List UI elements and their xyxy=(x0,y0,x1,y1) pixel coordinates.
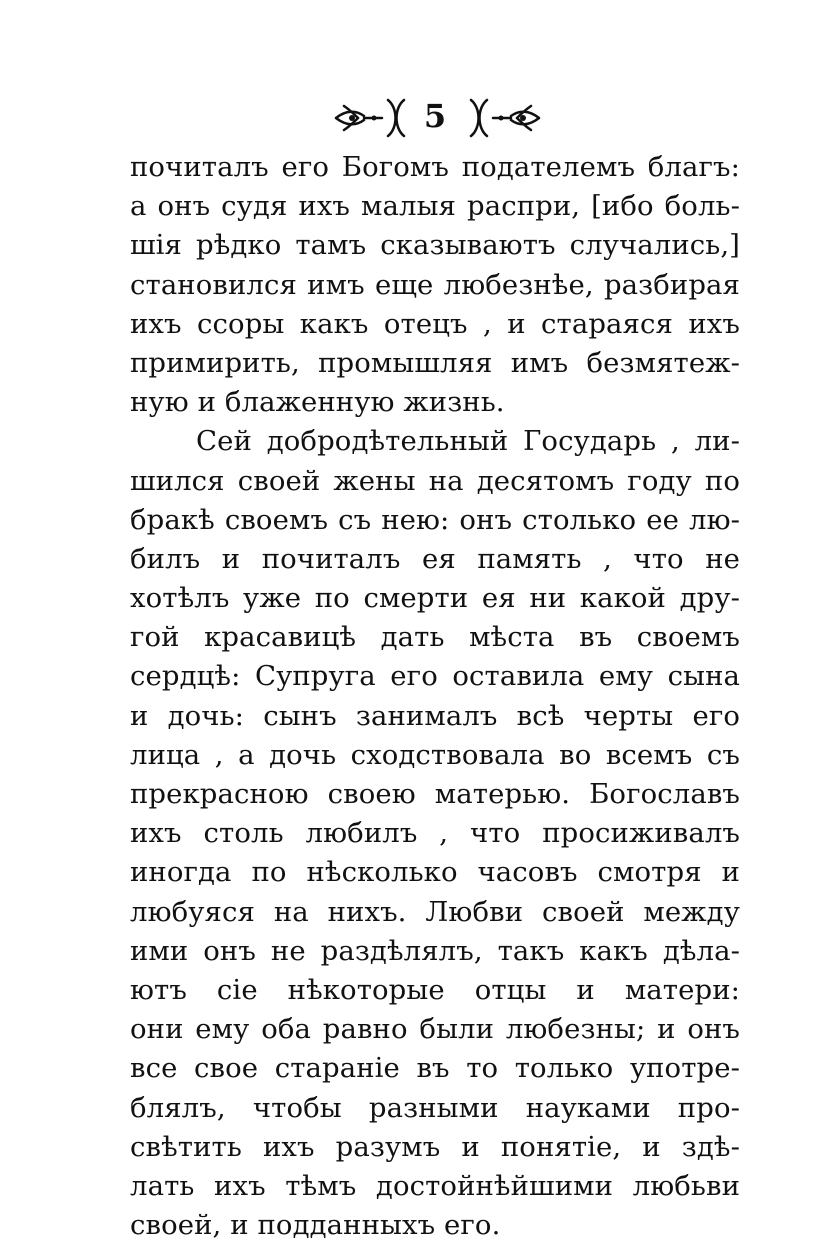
fleuron-left-icon xyxy=(330,92,410,142)
paragraph-end-line: своей, и подданныхъ его. xyxy=(130,1209,501,1242)
text-line: и дочь: сынъ занималъ всѣ черты его xyxy=(130,699,740,732)
text-line: блялъ, чтобы разными науками про- xyxy=(130,1091,740,1124)
text-line: хотѣлъ уже по смерти ея ни какой дру- xyxy=(130,582,740,615)
paragraph-start-line: Сей добродѣтельный Государь , ли- xyxy=(196,425,740,458)
text-line: примирить, промышляя имъ безмятеж- xyxy=(130,346,740,379)
text-line: бракѣ своемъ съ нею: онъ столько ее лю- xyxy=(130,503,740,536)
fleuron-right-icon xyxy=(465,92,545,142)
page-number: 5 xyxy=(423,97,447,135)
text-line: становился имъ еще любезнѣе, разбирая xyxy=(130,268,740,301)
paragraph-end-line: ную и блаженную жизнь. xyxy=(130,386,505,419)
text-line: гой красавицѣ дать мѣста въ своемъ xyxy=(130,621,740,654)
text-line: лать ихъ тѣмъ достойнѣйшими любьви xyxy=(130,1169,740,1202)
page-header xyxy=(0,92,840,142)
text-line: а онъ судя ихъ малыя распри, [ибо боль- xyxy=(130,190,740,223)
text-line: ихъ столь любилъ , что просиживалъ xyxy=(130,817,740,850)
text-line: любуяся на нихъ. Любви своей между xyxy=(130,895,740,928)
text-line: шія рѣдко тамъ сказываютъ случались,] xyxy=(130,229,740,262)
text-line: почиталъ его Богомъ подателемъ благъ: xyxy=(130,151,740,183)
text-line: иногда по нѣсколько часовъ смотря и xyxy=(130,856,740,889)
text-line: все свое стараніе въ то только употре- xyxy=(130,1052,740,1085)
text-line: свѣтить ихъ разумъ и понятіе, и здѣ- xyxy=(130,1130,740,1163)
text-line: ютъ сіе нѣкоторые отцы и матери: xyxy=(130,973,740,1006)
text-line: прекрасною своею матерью. Богославъ xyxy=(130,778,740,810)
text-line: ими онъ не раздѣлялъ, такъ какъ дѣла- xyxy=(130,934,740,967)
body-text xyxy=(130,148,740,1245)
text-line: они ему оба равно были любезны; и онъ xyxy=(130,1013,740,1046)
text-line: лица , а дочь сходствовала во всемъ съ xyxy=(130,738,740,771)
text-line: билъ и почиталъ ея память , что не xyxy=(130,542,740,575)
text-line: сердцѣ: Супруга его оставила ему сына xyxy=(130,660,740,693)
text-line: ихъ ссоры какъ отецъ , и стараяся ихъ xyxy=(130,307,740,340)
text-line: шился своей жены на десятомъ году по xyxy=(130,464,740,497)
